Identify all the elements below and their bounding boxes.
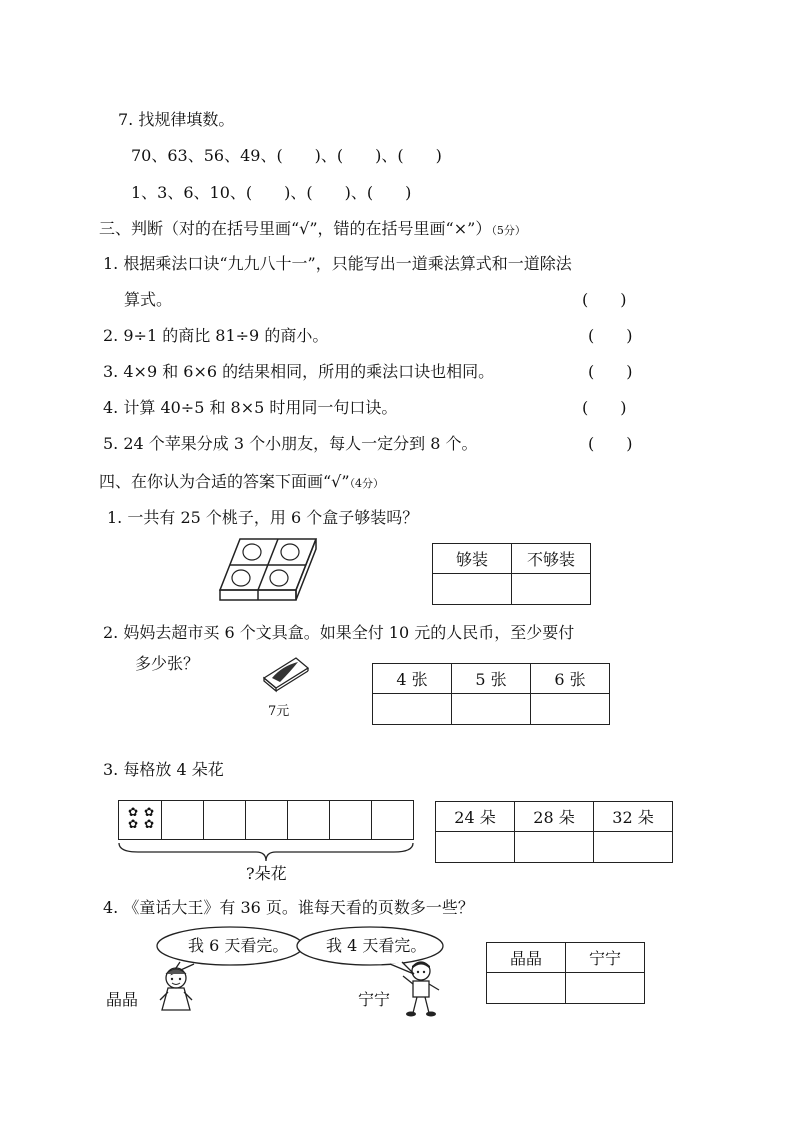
- grid-cell: [245, 801, 287, 839]
- answer-cell-5-notes[interactable]: [452, 694, 531, 725]
- flower-grid: [118, 800, 414, 840]
- option-5-notes: 5 张: [452, 664, 531, 694]
- grid-cell: [371, 801, 413, 839]
- brace-icon: [118, 842, 414, 864]
- pencil-case-icon: [262, 656, 312, 692]
- grid-cell: [287, 801, 329, 839]
- grid-cell: [329, 801, 371, 839]
- q7-sequence-2: 1、3、6、10、( )、( )、( ): [131, 183, 412, 202]
- judge-item-5: 5. 24 个苹果分成 3 个小朋友，每人一定分到 8 个。: [103, 434, 478, 453]
- brace-label: ?朵花: [246, 864, 287, 883]
- grid-cell: [161, 801, 203, 839]
- boy-icon: [400, 960, 442, 1018]
- judge-paren-3[interactable]: ( ): [588, 362, 633, 381]
- flower-icon: ✿: [143, 805, 155, 819]
- judge-item-1: 1. 根据乘法口诀“九九八十一”，只能写出一道乘法算式和一道除法: [103, 254, 572, 273]
- judge-paren-2[interactable]: ( ): [588, 326, 633, 345]
- judge-item-3: 3. 4×9 和 6×6 的结果相同，所用的乘法口诀也相同。: [103, 362, 495, 381]
- grid-cell: [203, 801, 245, 839]
- option-32: 32 朵: [594, 802, 673, 832]
- section4-heading: 四、在你认为合适的答案下面画“√”（4分）: [99, 472, 385, 491]
- option-ningning: 宁宁: [566, 943, 645, 973]
- judge-item-4: 4. 计算 40÷5 和 8×5 时用同一句口诀。: [103, 398, 398, 417]
- option-24: 24 朵: [436, 802, 515, 832]
- answer-cell-enough[interactable]: [433, 574, 512, 605]
- answer-cell-4-notes[interactable]: [373, 694, 452, 725]
- flower-icon: ✿: [143, 817, 155, 831]
- judge-item-1-cont: 算式。: [124, 290, 173, 309]
- q7-sequence-1: 70、63、56、49、( )、( )、( ): [131, 146, 442, 165]
- choice-q2-table: [372, 663, 610, 725]
- choice-q3-table: [435, 801, 673, 863]
- answer-cell-jingjing[interactable]: [487, 973, 566, 1004]
- option-not-enough: 不够装: [512, 544, 591, 574]
- choice-q4-text: 4. 《童话大王》有 36 页。谁每天看的页数多一些？: [103, 898, 474, 917]
- grid-cell-flowers: [119, 801, 161, 839]
- option-jingjing: 晶晶: [487, 943, 566, 973]
- flower-icon: ✿: [127, 817, 139, 831]
- answer-cell-32[interactable]: [594, 832, 673, 863]
- judge-paren-5[interactable]: ( ): [588, 434, 633, 453]
- pencil-case-price: 7元: [268, 704, 290, 719]
- option-4-notes: 4 张: [373, 664, 452, 694]
- answer-cell-28[interactable]: [515, 832, 594, 863]
- section3-score: （5分）: [491, 224, 526, 237]
- answer-cell-ningning[interactable]: [566, 973, 645, 1004]
- section4-score: （4分）: [349, 477, 385, 490]
- choice-q1-table: [432, 543, 591, 605]
- answer-cell-not-enough[interactable]: [512, 574, 591, 605]
- answer-cell-6-notes[interactable]: [531, 694, 610, 725]
- choice-q4-table: [486, 942, 645, 1004]
- choice-q3-text: 3. 每格放 4 朵花: [103, 760, 224, 779]
- choice-q2-text-cont: 多少张？: [135, 654, 200, 673]
- flower-icon: ✿: [127, 805, 139, 819]
- name-ningning: 宁宁: [358, 990, 391, 1009]
- answer-cell-24[interactable]: [436, 832, 515, 863]
- section3-heading: 三、判断（对的在括号里画“√”，错的在括号里画“×”）（5分）: [99, 219, 526, 238]
- q7-title: 7. 找规律填数。: [118, 110, 235, 129]
- peach-box-icon: [218, 538, 318, 604]
- option-28: 28 朵: [515, 802, 594, 832]
- option-6-notes: 6 张: [531, 664, 610, 694]
- bubble-ningning: 我 4 天看完。: [326, 936, 427, 955]
- bubble-jingjing: 我 6 天看完。: [188, 936, 289, 955]
- judge-paren-4[interactable]: ( ): [582, 398, 627, 417]
- name-jingjing: 晶晶: [106, 990, 139, 1009]
- choice-q2-text: 2. 妈妈去超市买 6 个文具盒。如果全付 10 元的人民币，至少要付: [103, 623, 575, 642]
- option-enough: 够装: [433, 544, 512, 574]
- choice-q1-text: 1. 一共有 25 个桃子，用 6 个盒子够装吗？: [107, 508, 419, 527]
- judge-item-2: 2. 9÷1 的商比 81÷9 的商小。: [103, 326, 329, 345]
- girl-icon: [156, 966, 196, 1014]
- judge-paren-1[interactable]: ( ): [582, 290, 627, 309]
